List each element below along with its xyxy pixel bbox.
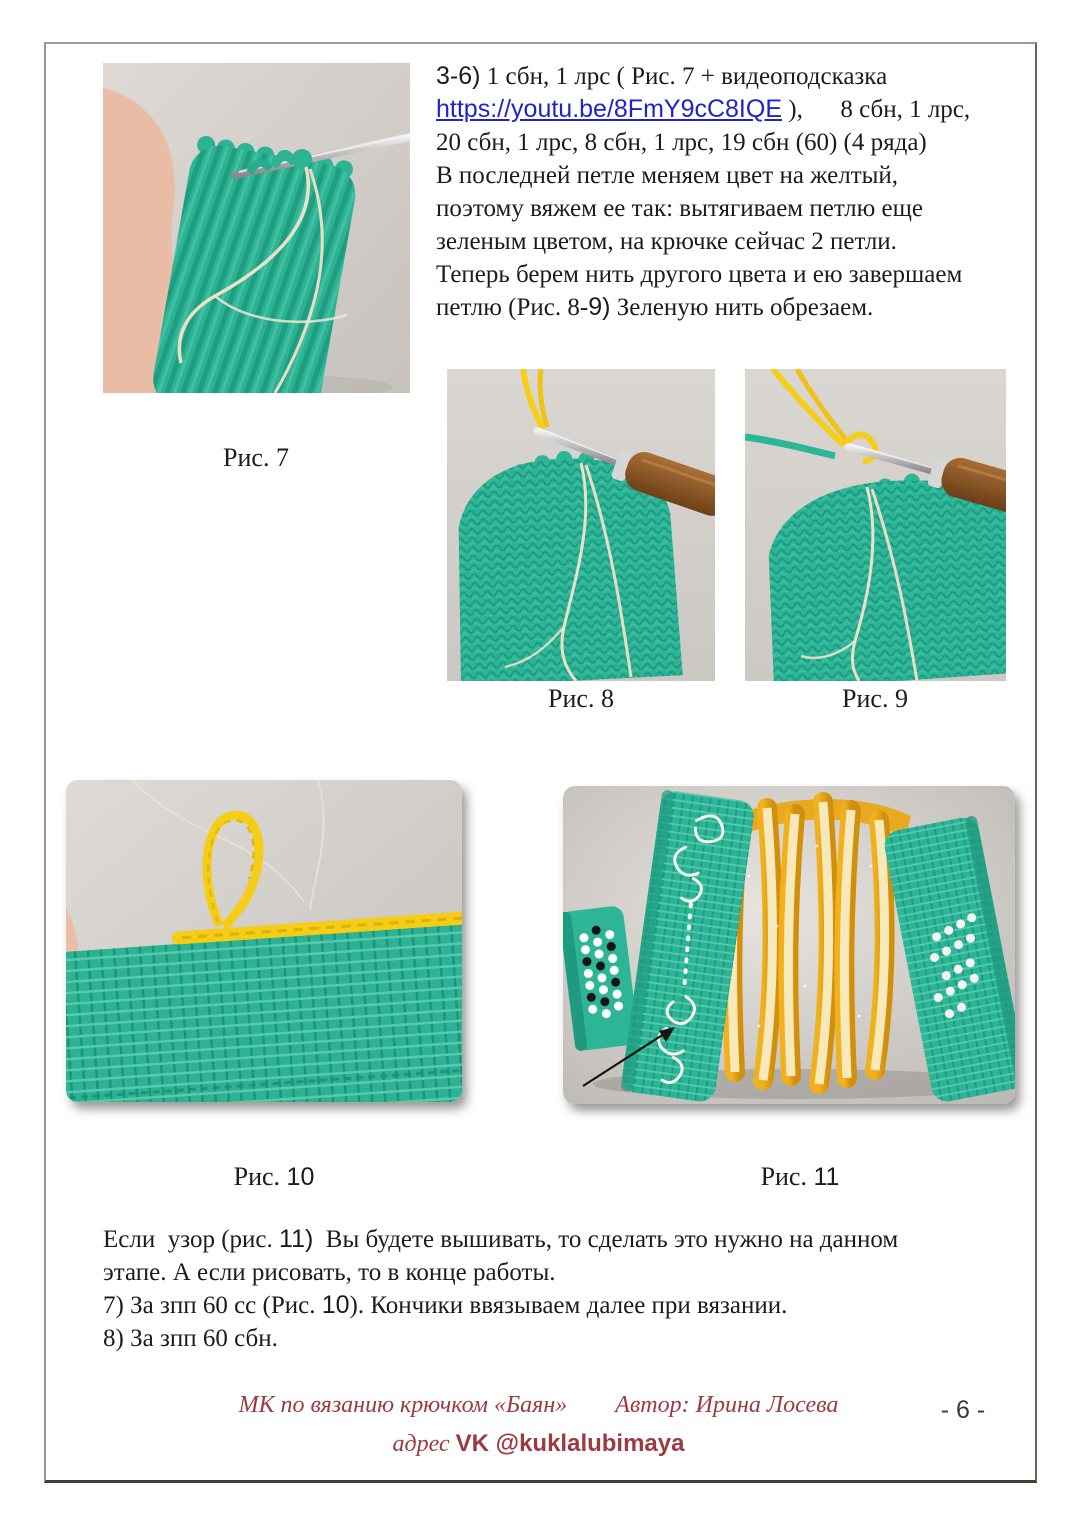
instruction-line: https://youtu.be/8FmY9cC8IQE ), 8 сбн, 1 лрс, xyxy=(436,95,971,123)
figure7-caption: Рис. 7 xyxy=(223,443,289,472)
note-line: 8) За зпп 60 сбн. xyxy=(103,1325,278,1352)
instruction-line: 3-6) 1 сбн, 1 лрс ( Рис. 7 + видеоподсказка xyxy=(436,62,888,90)
figure8-illustration xyxy=(447,369,715,681)
notes-block xyxy=(103,1223,988,1355)
figure10-photo xyxy=(66,780,462,1102)
instruction-line: 20 сбн, 1 лрс, 8 сбн, 1 лрс, 19 сбн (60) (4 ряда) xyxy=(436,129,927,156)
note-line: 7) За зпп 60 сс (Рис. 10). Кончики ввязываем далее при вязании. xyxy=(103,1291,788,1319)
figure11-photo xyxy=(563,786,1015,1104)
footer-line2 xyxy=(44,1430,1033,1458)
instruction-line: петлю (Рис. 8-9) Зеленую нить обрезаем. xyxy=(436,293,874,321)
footer-title: МК по вязанию крючком «Баян» xyxy=(238,1392,568,1418)
note-line: этапе. А если рисовать, то в конце работы. xyxy=(103,1259,556,1286)
instruction-line: Теперь берем нить другого цвета и ею завершаем xyxy=(436,261,963,288)
page-number: - 6 - xyxy=(940,1396,986,1424)
video-link[interactable]: https://youtu.be/8FmY9cC8IQE xyxy=(436,95,782,123)
note-line: Если узор (рис. 11) Вы будете вышивать, то сделать это нужно на данном xyxy=(103,1225,899,1253)
instruction-line: зеленым цветом, на крючке сейчас 2 петли. xyxy=(436,228,897,255)
figure7-photo xyxy=(103,63,410,393)
figure10-illustration xyxy=(66,780,462,1102)
figure9-illustration xyxy=(745,369,1006,681)
figure7-illustration xyxy=(103,63,410,393)
figure11-illustration xyxy=(563,786,1015,1104)
figure9-photo xyxy=(745,369,1006,681)
figure9-caption: Рис. 9 xyxy=(842,684,908,713)
figure11-caption: Рис. 11 xyxy=(760,1162,840,1191)
footer-line1 xyxy=(44,1392,1033,1419)
figure8-caption: Рис. 8 xyxy=(548,684,614,713)
footer-author: Автор: Ирина Лосева xyxy=(615,1392,839,1418)
instruction-line: В последней петле меняем цвет на желтый, xyxy=(436,162,899,189)
figure10-caption: Рис. 10 xyxy=(233,1162,315,1191)
instructions-block xyxy=(436,60,1024,324)
footer-vk-handle: VK @kuklalubimaya xyxy=(455,1430,685,1457)
figure8-photo xyxy=(447,369,715,681)
instruction-line: поэтому вяжем ее так: вытягиваем петлю еще xyxy=(436,195,923,222)
footer-address-word: адрес xyxy=(392,1431,456,1457)
